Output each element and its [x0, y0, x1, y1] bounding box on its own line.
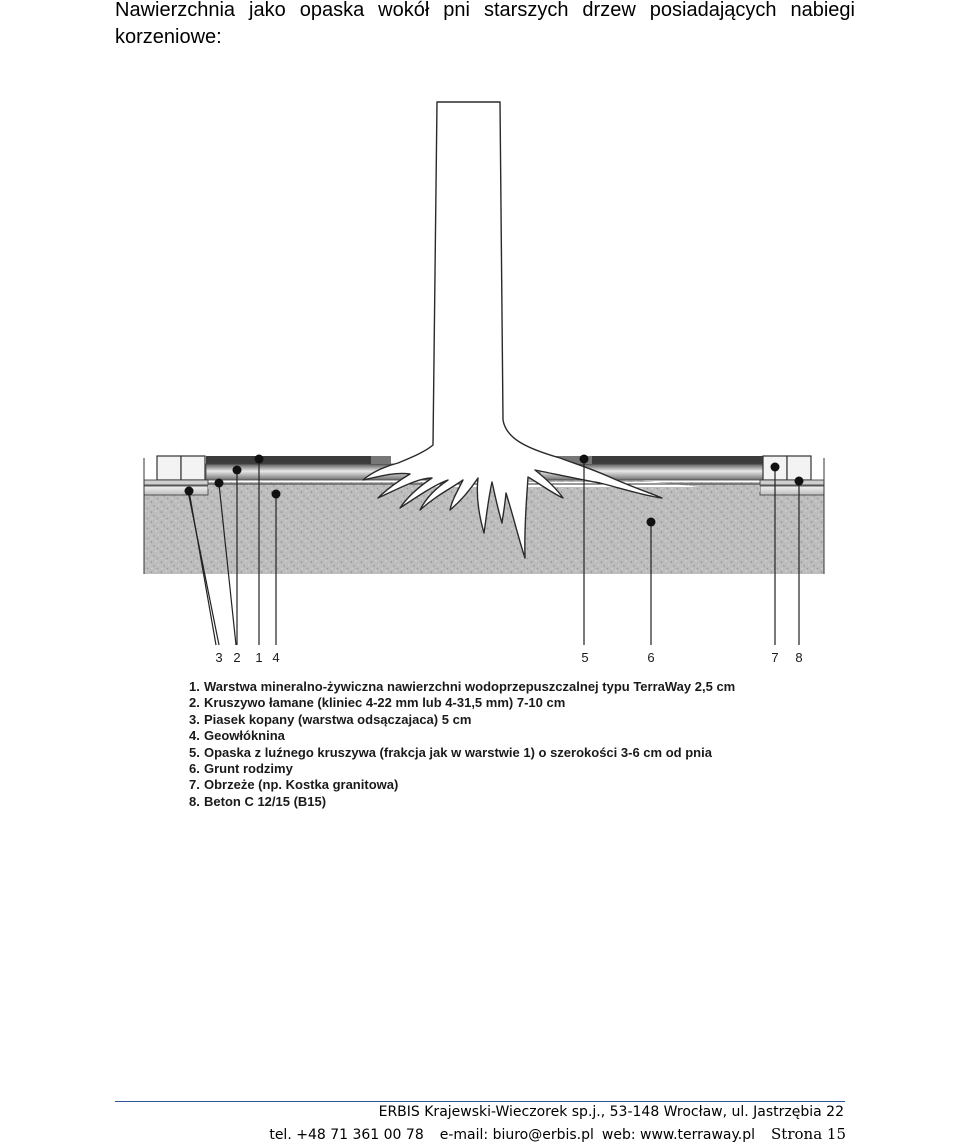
callout-number: 1 [255, 650, 263, 665]
legend-item: 7. Obrzeże (np. Kostka granitowa) [189, 777, 399, 793]
page-number: Strona 15 [771, 1125, 846, 1143]
footer-divider [115, 1101, 845, 1102]
callout-number: 6 [647, 650, 655, 665]
callout-number: 2 [233, 650, 241, 665]
callout-number: 4 [272, 650, 280, 665]
legend-item: 3. Piasek kopany (warstwa odsączajaca) 5 cm [189, 711, 472, 727]
resin-layer-right [592, 456, 764, 464]
callout-number: 3 [215, 650, 223, 665]
resin-layer-left [206, 456, 371, 464]
curb-left [144, 456, 208, 485]
legend-item: 6. Grunt rodzimy [189, 761, 293, 777]
footer-phone: tel. +48 71 361 00 78 [269, 1127, 424, 1143]
cross-section-diagram [0, 90, 960, 690]
footer-email[interactable]: e-mail: biuro@erbis.pl [439, 1127, 594, 1143]
footer-web[interactable]: web: www.terraway.pl [601, 1127, 756, 1143]
legend-item: 2. Kruszywo łamane (kliniec 4-22 mm lub 4-31,5 mm) 7-10 cm [189, 695, 566, 711]
layer-legend [189, 679, 735, 810]
legend-item: 8. Beton C 12/15 (B15) [189, 793, 327, 809]
legend-item: 4. Geowłóknina [189, 728, 285, 744]
footer-contact [115, 1125, 846, 1143]
callout-number: 7 [771, 650, 779, 665]
legend-item: 1. Warstwa mineralno-żywiczna nawierzchni wodoprzepuszczalnej typu TerraWay 2,5 cm [189, 679, 736, 694]
curb-right [760, 456, 824, 485]
callout-number: 5 [581, 650, 589, 665]
callout-number: 8 [795, 650, 803, 665]
footer-company: ERBIS Krajewski-Wieczorek sp.j., 53-148 Wrocław, ul. Jastrzębia 22 [378, 1104, 844, 1120]
legend-item: 5. Opaska z luźnego kruszywa (frakcja jak w warstwie 1) o szerokości 3-6 cm od pnia [189, 744, 712, 760]
concrete-base-left [144, 486, 208, 495]
concrete-base-right [760, 486, 824, 495]
page-heading: Nawierzchnia jako opaska wokół pni starszych drzew posiadających nabiegi korzeniowe: [115, 0, 855, 48]
